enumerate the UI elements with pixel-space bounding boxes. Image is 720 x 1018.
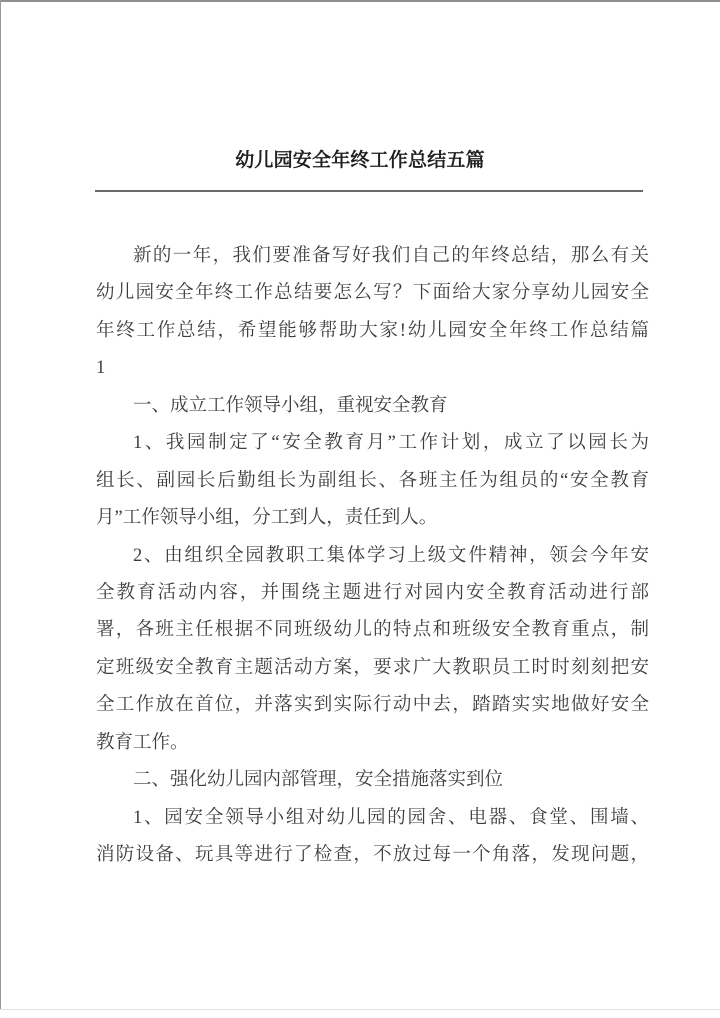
document-title: 幼儿园安全年终工作总结五篇: [235, 150, 485, 171]
text-line: 1、园安全领导小组对幼儿园的园舍、电器、食堂、围墙、: [133, 807, 649, 828]
text-line: 教育工作。: [96, 732, 189, 753]
text-line: 年终工作总结，希望能够帮助大家!幼儿园安全年终工作总结篇: [96, 320, 649, 341]
page-top-border: [0, 0, 720, 2]
text-line: 1: [96, 358, 106, 379]
paragraph: [96, 800, 649, 875]
text-line: 2、由组织全园教职工集体学习上级文件精神，领会今年安: [133, 545, 649, 566]
title-separator-rule: [95, 190, 643, 192]
text-line: 一、成立工作领导小组，重视安全教育: [133, 395, 448, 416]
text-line: 1、我园制定了“安全教育月”工作计划，成立了以园长为: [133, 433, 649, 454]
text-line: 新的一年，我们要准备写好我们自己的年终总结，那么有关: [133, 246, 649, 266]
text-line: 幼儿园安全年终工作总结要怎么写？下面给大家分享幼儿园安全: [96, 283, 649, 304]
page-bottom-border: [0, 1009, 720, 1010]
text-line: 定班级安全教育主题活动方案，要求广大教职员工时时刻刻把安: [96, 657, 649, 678]
paragraph: [96, 425, 649, 537]
paragraph: [96, 238, 649, 388]
text-line: 署，各班主任根据不同班级幼儿的特点和班级安全教育重点，制: [96, 620, 649, 641]
text-line: 组长、副园长后勤组长为副组长、各班主任为组员的“安全教育: [96, 470, 649, 491]
paragraph: [96, 538, 649, 763]
paragraph: [96, 762, 649, 799]
text-line: 全教育活动内容，并围绕主题进行对园内安全教育活动进行部: [96, 582, 649, 603]
text-line: 消防设备、玩具等进行了检查，不放过每一个角落，发现问题，: [96, 845, 649, 865]
document-body: [96, 238, 649, 874]
text-line: 二、强化幼儿园内部管理，安全措施落实到位: [133, 770, 504, 791]
paragraph: [96, 388, 649, 425]
text-line: 月”工作领导小组，分工到人，责任到人。: [96, 508, 438, 529]
text-line: 全工作放在首位，并落实到实际行动中去，踏踏实实地做好安全: [96, 695, 649, 716]
